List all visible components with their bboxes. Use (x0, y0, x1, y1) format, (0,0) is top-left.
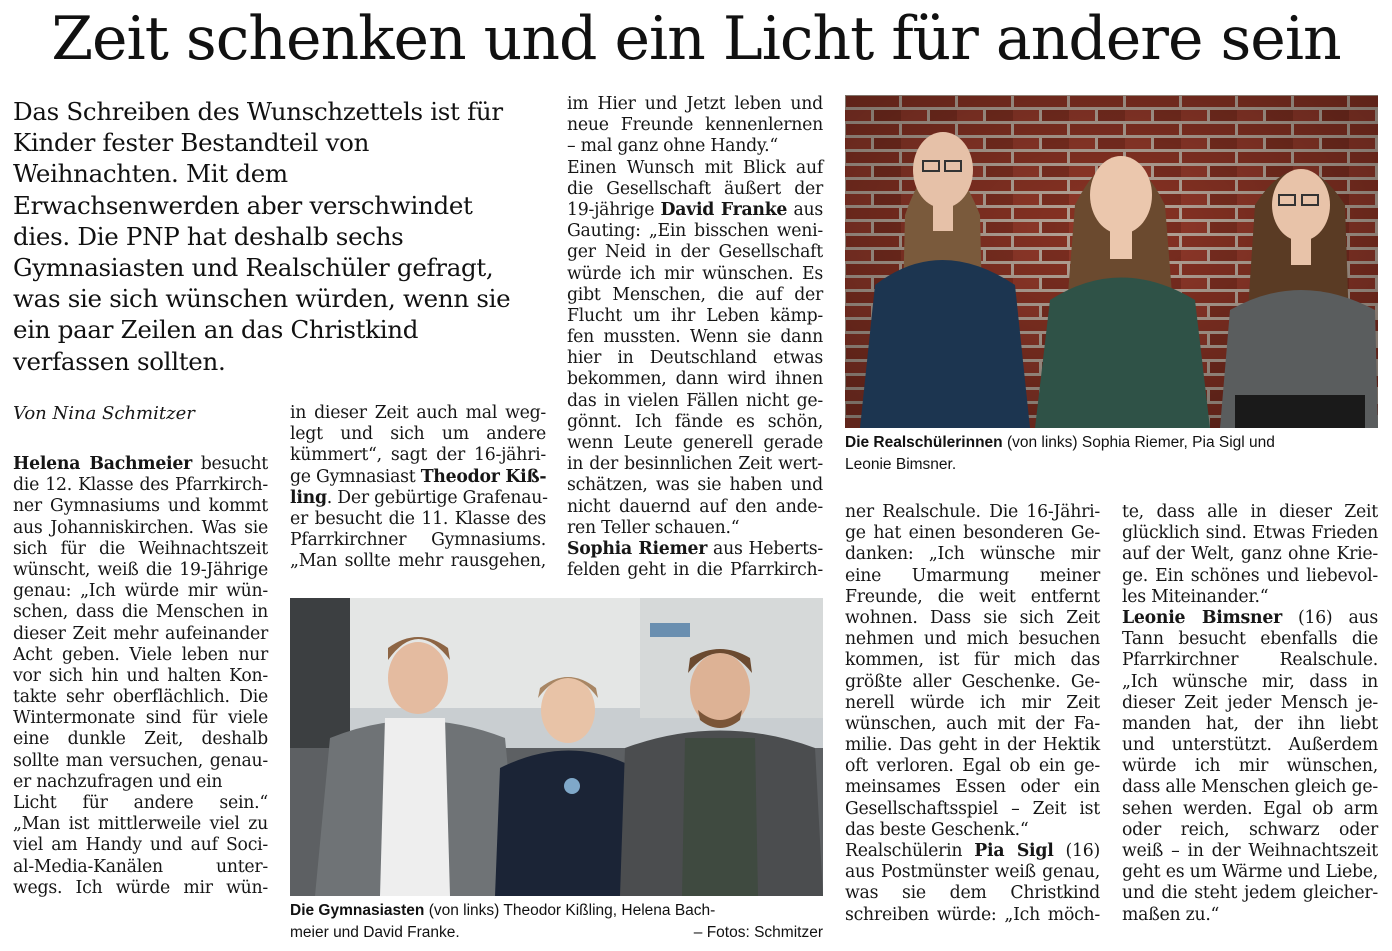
text-line: felden geht in die Pfarrkirch- (567, 560, 823, 581)
headline: Zeit schenken und ein Licht für andere sein (51, 4, 1341, 74)
text-line: oft verloren. Egal ob ein ge- (845, 756, 1100, 777)
text-line: Tann besucht ebenfalls die (1122, 629, 1378, 650)
text-line: Pfarrkirchner Gymnasiums. (290, 530, 546, 551)
text-line (1122, 608, 1378, 629)
text-line: dieser Zeit mehr aufeinander (13, 623, 268, 644)
text-fragment: besucht (191, 454, 268, 474)
text-line: hier in Deutschland etwas (567, 348, 823, 369)
person-name: ling (290, 487, 327, 508)
column-1 (13, 454, 268, 899)
text-line (290, 467, 546, 488)
text-line: er nachzufragen und ein (13, 771, 223, 792)
text-line: „Man ist mittlerweile viel zu (13, 814, 268, 835)
text-line: sollte man versuchen, genau- (13, 750, 268, 771)
text-line: al-Media-Kanälen unter- (13, 856, 268, 877)
text-line: genau: „Ich würde mir wün- (13, 581, 268, 602)
text-line: was sie dem Christkind (845, 883, 1100, 904)
text-line: Wintermonate sind für viele (13, 708, 268, 729)
text-line (567, 539, 823, 560)
text-line: legt und sich um andere (290, 424, 546, 445)
person-name: Leonie Bimsner (1122, 607, 1282, 628)
lead-line: ein paar Zeilen an das Christkind (13, 315, 419, 345)
text-fragment: . Der gebürtige Grafenau- (326, 487, 548, 508)
text-line: die 12. Klasse des Pfarrkirch- (13, 475, 268, 496)
column-3 (567, 94, 823, 581)
text-line (13, 454, 268, 475)
column-5 (1122, 502, 1378, 926)
text-line: sehen werden. Egal ob arm (1122, 798, 1378, 819)
text-line (567, 200, 823, 221)
text-line: bekommen, dann wird ihnen (567, 369, 823, 390)
lead-paragraph (13, 96, 553, 377)
text-line: schätzen, was sie haben und (567, 475, 823, 496)
text-line: wünscht, weiß die 19-Jährige (13, 559, 268, 580)
caption-line (845, 432, 1378, 454)
text-line: maßen zu.“ (1122, 904, 1220, 925)
text-line: dass alle Menschen gleich ge- (1122, 777, 1378, 798)
text-line: ren Teller schauen.“ (567, 517, 740, 538)
caption-line (290, 922, 823, 944)
text-line: geht es um Wärme und Liebe, (1122, 862, 1378, 883)
text-line: sich für die Weihnachtszeit (13, 538, 268, 559)
text-line: schen, dass die Menschen in (13, 602, 268, 623)
lead-line: Kinder fester Bestandteil von (13, 128, 370, 158)
text-line: danken: „Ich wünsche mir (845, 544, 1100, 565)
text-line: nicht dauernd auf den ande- (567, 496, 823, 517)
text-line: würde ich mir wünschen. Es (567, 263, 823, 284)
text-line: – mal ganz ohne Handy.“ (567, 136, 778, 157)
text-line: ner Gymnasiums und kommt (13, 496, 268, 517)
text-line: Freunde, die weit entfernt (845, 586, 1100, 607)
text-line: wohnen. Dass sie sich Zeit (845, 607, 1100, 628)
text-line: les Miteinander.“ (1122, 586, 1269, 607)
text-line: das in vielen Fällen nicht ge- (567, 390, 823, 411)
text-line: Licht für andere sein.“ (13, 793, 268, 813)
text-line: Gesellschaftsspiel – Zeit ist (845, 798, 1100, 819)
text-line: schreiben würde: „Ich möch- (845, 904, 1100, 925)
text-line: fen mussten. Wenn sie dann (567, 327, 823, 348)
text-line: viel am Handy und auf Soci- (13, 835, 268, 856)
text-line: glücklich sind. Etwas Frieden (1122, 523, 1378, 544)
text-line: auf der Welt, ganz ohne Krie- (1122, 544, 1378, 565)
text-line: ge. Ein schönes und liebevol- (1122, 565, 1378, 586)
caption-title: Die Gymnasiasten (290, 902, 425, 919)
text-fragment: ge Gymnasiast (290, 466, 416, 487)
text-line (845, 841, 1100, 862)
lead-line: Erwachsenwerden aber verschwindet (13, 190, 473, 220)
text-line: milie. Das geht in der Hektik (845, 735, 1100, 756)
text-line: neue Freunde kennenlernen (567, 115, 823, 136)
person-name: Sophia Riemer (567, 538, 708, 559)
text-line: „Ich wünsche mir, dass in (1122, 671, 1378, 692)
person-name: Helena Bachmeier (13, 454, 192, 474)
photo-realschuelerinnen (845, 95, 1378, 428)
text-line: wenn Leute generell gerade (567, 433, 823, 453)
lead-line: was sie sich wünschen würden, wenn sie (13, 284, 511, 314)
photo-caption-bottom (290, 900, 823, 944)
text-line: in dieser Zeit auch mal weg- (290, 403, 546, 423)
text-line (290, 488, 546, 509)
text-line: manden hat, der ihn liebt (1122, 713, 1378, 734)
person-name: Theodor Kiß- (420, 466, 547, 487)
text-line: ge hat einen besonderen Ge- (845, 523, 1100, 544)
person-name: David Franke (660, 199, 788, 220)
text-line: und die steht jedem gleicher- (1122, 883, 1378, 904)
caption-text: (von links) Theodor Kißling, Helena Bach- (424, 902, 716, 919)
lead-line: verfassen sollten. (13, 346, 226, 376)
text-line: das beste Geschenk.“ (845, 819, 1029, 840)
text-line: aus Johanniskirchen. Was sie (13, 517, 268, 538)
text-line: aus Postmünster weiß genau, (845, 862, 1100, 883)
text-line: und unterstützt. Außerdem (1122, 735, 1378, 756)
text-line: Acht geben. Viele leben nur (13, 644, 268, 665)
text-line: die Gesellschaft äußert der (567, 178, 823, 199)
column-2 (290, 403, 546, 573)
text-line: te, dass alle in dieser Zeit (1122, 502, 1378, 522)
text-fragment: aus (787, 199, 823, 220)
lead-line: Weihnachten. Mit dem (13, 159, 288, 189)
text-line: eine dunkle Zeit, deshalb (13, 729, 268, 750)
text-fragment: aus Heberts- (707, 538, 823, 559)
text-fragment: 19-jährige (567, 199, 661, 220)
text-line: meinsames Essen oder ein (845, 777, 1100, 798)
lead-line: Das Schreiben des Wunschzettels ist für (13, 97, 503, 126)
text-line: wünschen, auch mit der Fa- (845, 713, 1100, 734)
caption-text: meier und David Franke. (290, 924, 460, 941)
text-line: Pfarrkirchner Realschule. (1122, 650, 1378, 671)
caption-line (290, 900, 823, 922)
text-line: vor sich hin und halten Kon- (13, 665, 268, 686)
text-line: würde ich mir wünschen, (1122, 756, 1378, 777)
text-line: Gauting: „Ein bisschen weni- (567, 221, 823, 242)
photo-credit: – Fotos: Schmitzer (693, 924, 823, 941)
text-line: kümmert“, sagt der 16-jähri- (290, 445, 546, 466)
text-line: wegs. Ich würde mir wün- (13, 877, 268, 898)
text-line: nerell würde ich mir Zeit (845, 692, 1100, 713)
text-line: nehmen und mich besuchen (845, 629, 1100, 650)
text-line: oder reich, schwarz oder (1122, 819, 1378, 840)
text-line: ner Realschule. Die 16-Jähri- (845, 502, 1100, 522)
photo-image (290, 598, 823, 896)
caption-line: Leonie Bimsner. (845, 456, 957, 473)
text-line: er besucht die 11. Klasse des (290, 508, 546, 529)
text-line: eine Umarmung meiner (845, 565, 1100, 586)
text-line: im Hier und Jetzt leben und (567, 94, 823, 114)
caption-text: (von links) Sophia Riemer, Pia Sigl und (1002, 434, 1275, 451)
lead-line: Gymnasiasten und Realschüler gefragt, (13, 253, 494, 283)
text-line: weiß – in der Weihnachtszeit (1122, 841, 1378, 861)
text-line: in der besinnlichen Zeit wert- (567, 454, 823, 475)
photo-gymnasiasten (290, 598, 823, 896)
person-name: Pia Sigl (974, 841, 1054, 861)
text-fragment: (16) (1053, 841, 1101, 861)
text-line: größte aller Geschenke. Ge- (845, 671, 1100, 692)
text-line: kommen, ist für mich das (845, 650, 1100, 671)
text-line: Flucht um ihr Leben kämp- (567, 305, 823, 326)
text-line: Einen Wunsch mit Blick auf (567, 157, 823, 178)
text-fragment: (16) aus (1281, 607, 1378, 628)
text-line: takte sehr oberflächlich. Die (13, 687, 268, 708)
column-4 (845, 502, 1100, 926)
text-line: gibt Menschen, die auf der (567, 284, 823, 305)
text-line: gönnt. Ich fände es schön, (567, 411, 823, 432)
photo-image (845, 95, 1378, 428)
lead-line: dies. Die PNP hat deshalb sechs (13, 221, 404, 251)
text-fragment: Realschülerin (845, 841, 975, 861)
photo-caption-top (845, 432, 1378, 476)
byline: Von Nina Schmitzer (13, 403, 195, 424)
text-line: dieser Zeit jeder Mensch je- (1122, 692, 1378, 713)
text-line: „Man sollte mehr rausgehen, (290, 551, 546, 572)
text-line: ger Neid in der Gesellschaft (567, 242, 823, 263)
caption-title: Die Realschülerinnen (845, 434, 1003, 451)
